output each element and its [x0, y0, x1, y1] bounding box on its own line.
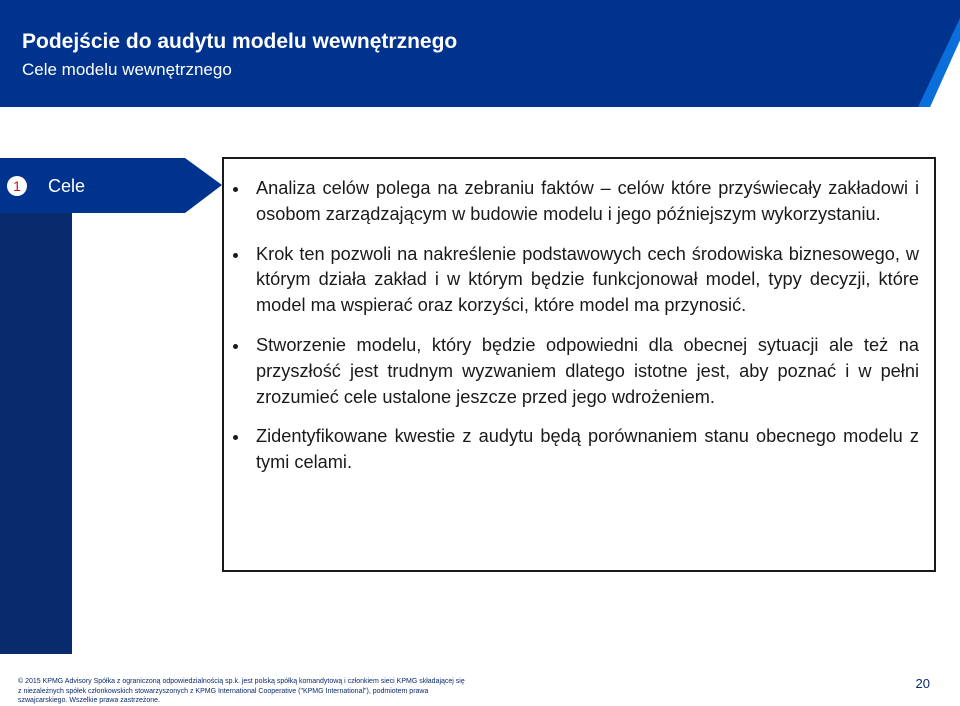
list-item [233, 176, 919, 228]
section-label: Cele [48, 176, 86, 196]
section-tab [0, 158, 225, 213]
bullet-dot-icon [233, 344, 238, 349]
bullet-dot-icon [233, 253, 238, 258]
page-title: Podejście do audytu modelu wewnętrznego [22, 30, 458, 53]
bullet-text: Analiza celów polega na zebraniu faktów – celów które przyświecały zakładowi i osobom zarządzającym w budowie modelu i jego późniejszym wykorzystaniu. [256, 178, 919, 224]
bullet-text: Krok ten pozwoli na nakreślenie podstawowych cech środowiska biznesowego, w którym działa zakład i w którym będzie funkcjonował model, typy decyzji, które model ma wspierać oraz korzyści, które model ma przynosić. [256, 243, 919, 316]
bullet-dot-icon [233, 187, 238, 192]
bullet-list [233, 176, 919, 490]
footer-legal-text: © 2015 KPMG Advisory Spółka z ograniczoną odpowiedzialnością sp.k. jest polską spółką komandytową i członkiem sieci KPMG składającej się z niezależnych spółek członkowskich stowarzyszonych z KPMG International Cooperative ("KPMG International"), podmiotem prawa szwajcarskiego. Wszelkie prawa zastrzeżone. [18, 678, 465, 704]
list-item [233, 242, 919, 319]
page-number: 20 [915, 676, 930, 691]
bullet-text: Zidentyfikowane kwestie z audytu będą porównaniem stanu obecnego modelu z tymi celami. [256, 426, 919, 473]
page-subtitle: Cele modelu wewnętrznego [22, 60, 232, 79]
bullet-text: Stworzenie modelu, który będzie odpowiedni dla obecnej sytuacji ale też na przyszłość jest trudnym wyzwaniem dlatego istotne jest, aby poznać i w pełni zrozumieć cele ustalone jeszcze przed jego wdrożeniem. [256, 334, 919, 407]
left-side-bar [0, 158, 72, 654]
bullet-dot-icon [233, 435, 238, 440]
header-band [0, 0, 960, 107]
list-item [233, 333, 919, 410]
list-item [233, 424, 919, 476]
section-tab-arrow [0, 158, 225, 213]
section-number-badge: 1 [7, 176, 27, 196]
